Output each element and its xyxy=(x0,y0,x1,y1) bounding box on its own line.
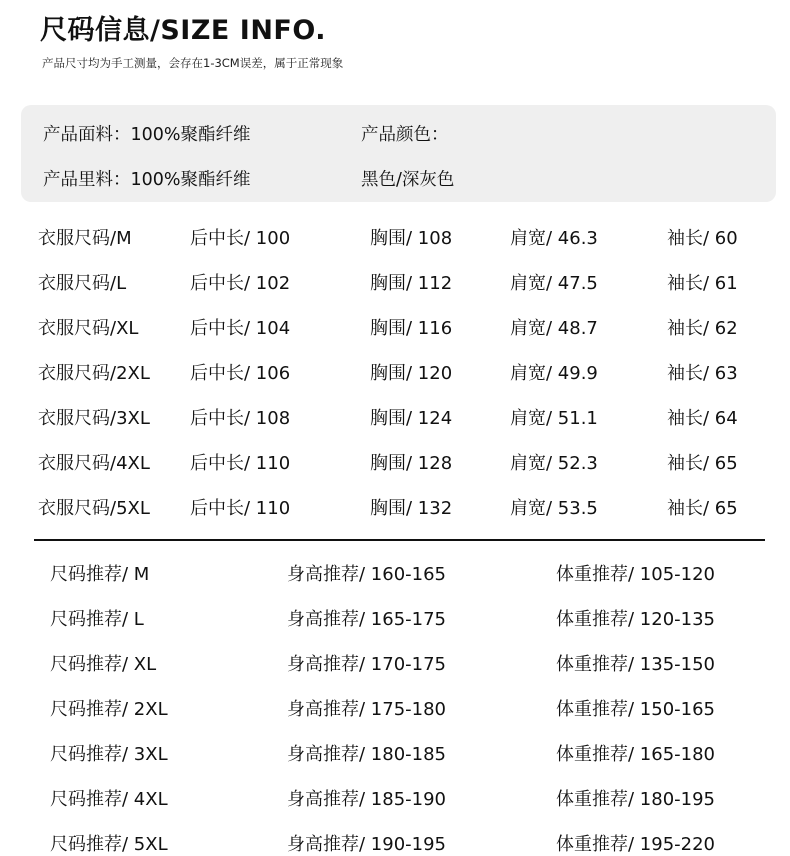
chest-cell: 胸围/ 124 xyxy=(370,408,453,429)
chest-cell: 胸围/ 128 xyxy=(370,453,453,474)
rec-weight-cell: 体重推荐/ 195-220 xyxy=(556,834,715,855)
sleeve-cell: 袖长/ 64 xyxy=(667,408,738,429)
length-cell: 后中长/ 108 xyxy=(190,408,291,429)
chest-cell: 胸围/ 116 xyxy=(370,318,453,339)
rec-weight-cell: 体重推荐/ 135-150 xyxy=(556,654,715,675)
material-info-panel xyxy=(21,105,776,202)
rec-size-cell: 尺码推荐/ 3XL xyxy=(50,744,168,765)
length-cell: 后中长/ 106 xyxy=(190,363,291,384)
chest-cell: 胸围/ 132 xyxy=(370,498,453,519)
length-cell: 后中长/ 100 xyxy=(190,228,291,249)
sleeve-cell: 袖长/ 61 xyxy=(667,273,738,294)
size-cell: 衣服尺码/L xyxy=(38,273,127,294)
rec-size-cell: 尺码推荐/ XL xyxy=(50,654,157,675)
fabric-info: 产品面料：100%聚酯纤维 xyxy=(43,125,251,145)
chest-cell: 胸围/ 112 xyxy=(370,273,453,294)
shoulder-cell: 肩宽/ 48.7 xyxy=(510,318,598,339)
shoulder-cell: 肩宽/ 47.5 xyxy=(510,273,598,294)
rec-height-cell: 身高推荐/ 165-175 xyxy=(287,609,446,630)
sleeve-cell: 袖长/ 62 xyxy=(667,318,738,339)
rec-height-cell: 身高推荐/ 180-185 xyxy=(287,744,446,765)
length-cell: 后中长/ 102 xyxy=(190,273,291,294)
chest-cell: 胸围/ 120 xyxy=(370,363,453,384)
length-cell: 后中长/ 110 xyxy=(190,498,291,519)
rec-size-cell: 尺码推荐/ 2XL xyxy=(50,699,168,720)
size-cell: 衣服尺码/M xyxy=(38,228,132,249)
shoulder-cell: 肩宽/ 52.3 xyxy=(510,453,598,474)
color-value: 黑色/深灰色 xyxy=(361,170,455,190)
lining-info: 产品里料：100%聚酯纤维 xyxy=(43,170,251,190)
length-cell: 后中长/ 110 xyxy=(190,453,291,474)
shoulder-cell: 肩宽/ 46.3 xyxy=(510,228,598,249)
shoulder-cell: 肩宽/ 53.5 xyxy=(510,498,598,519)
rec-height-cell: 身高推荐/ 175-180 xyxy=(287,699,446,720)
rec-weight-cell: 体重推荐/ 165-180 xyxy=(556,744,715,765)
rec-weight-cell: 体重推荐/ 105-120 xyxy=(556,564,715,585)
rec-weight-cell: 体重推荐/ 150-165 xyxy=(556,699,715,720)
sleeve-cell: 袖长/ 60 xyxy=(667,228,738,249)
rec-size-cell: 尺码推荐/ L xyxy=(50,609,144,630)
size-cell: 衣服尺码/3XL xyxy=(38,408,150,429)
rec-height-cell: 身高推荐/ 170-175 xyxy=(287,654,446,675)
page-title: 尺码信息/SIZE INFO. xyxy=(40,15,326,46)
rec-size-cell: 尺码推荐/ 4XL xyxy=(50,789,168,810)
rec-weight-cell: 体重推荐/ 180-195 xyxy=(556,789,715,810)
rec-size-cell: 尺码推荐/ M xyxy=(50,564,150,585)
rec-size-cell: 尺码推荐/ 5XL xyxy=(50,834,168,855)
shoulder-cell: 肩宽/ 49.9 xyxy=(510,363,598,384)
section-divider xyxy=(34,539,765,541)
rec-height-cell: 身高推荐/ 185-190 xyxy=(287,789,446,810)
length-cell: 后中长/ 104 xyxy=(190,318,291,339)
sleeve-cell: 袖长/ 63 xyxy=(667,363,738,384)
size-cell: 衣服尺码/4XL xyxy=(38,453,150,474)
size-cell: 衣服尺码/XL xyxy=(38,318,139,339)
size-cell: 衣服尺码/5XL xyxy=(38,498,150,519)
sleeve-cell: 袖长/ 65 xyxy=(667,453,738,474)
shoulder-cell: 肩宽/ 51.1 xyxy=(510,408,598,429)
rec-height-cell: 身高推荐/ 190-195 xyxy=(287,834,446,855)
size-cell: 衣服尺码/2XL xyxy=(38,363,150,384)
rec-weight-cell: 体重推荐/ 120-135 xyxy=(556,609,715,630)
color-label: 产品颜色： xyxy=(361,125,449,145)
rec-height-cell: 身高推荐/ 160-165 xyxy=(287,564,446,585)
measurement-note: 产品尺寸均为手工测量，会存在1-3CM误差，属于正常现象 xyxy=(42,56,344,70)
sleeve-cell: 袖长/ 65 xyxy=(667,498,738,519)
chest-cell: 胸围/ 108 xyxy=(370,228,453,249)
